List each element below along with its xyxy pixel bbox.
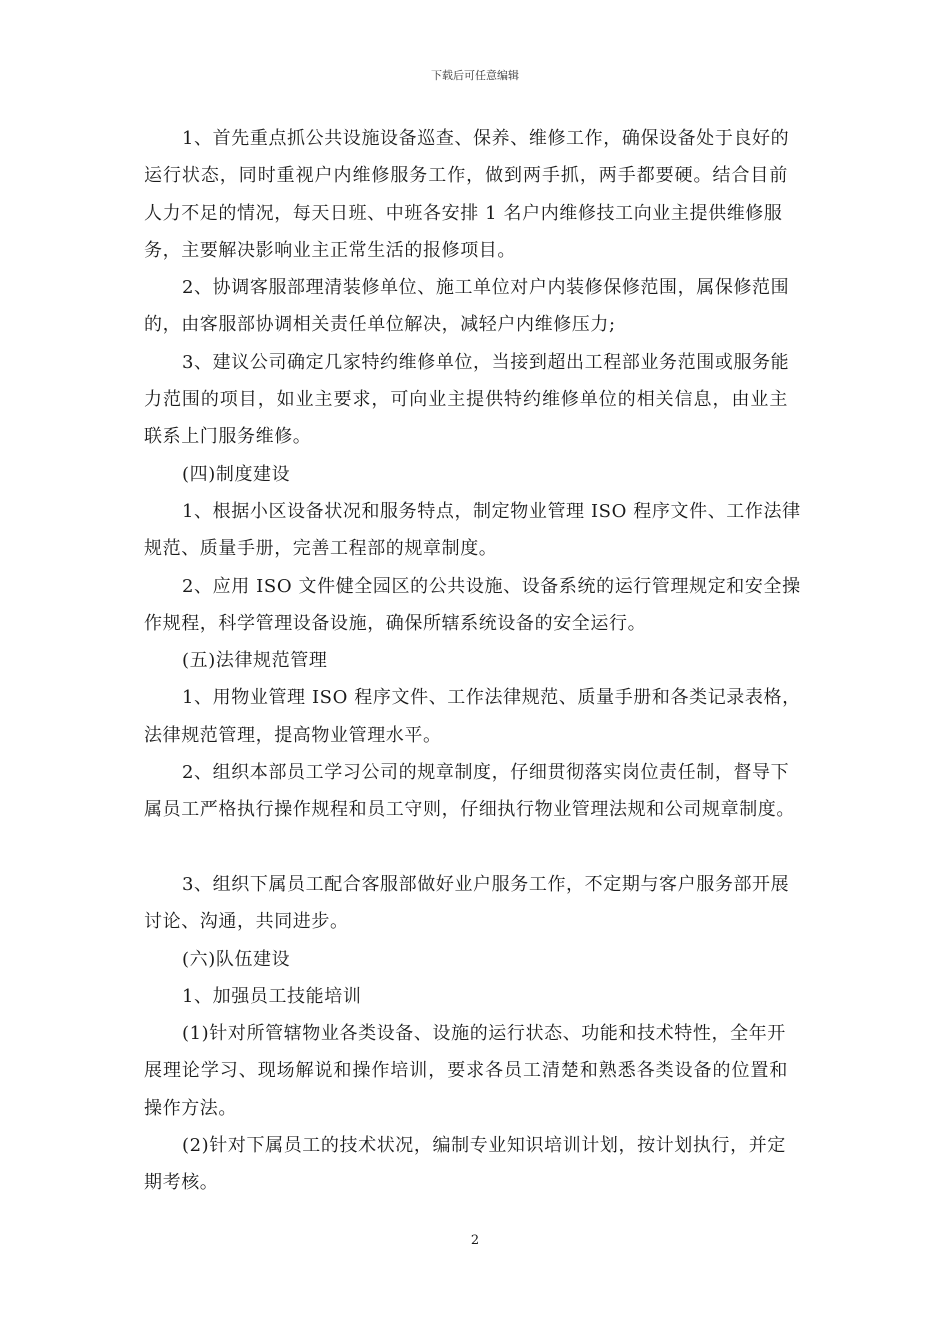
page-header: 下载后可任意编辑 — [431, 69, 519, 82]
section-heading: (六)队伍建设 — [182, 948, 291, 970]
paragraph-line: 法律规范管理，提高物业管理水平。 — [144, 724, 442, 746]
section-heading: (五)法律规范管理 — [182, 650, 328, 672]
paragraph-line: 务，主要解决影响业主正常生活的报修项目。 — [144, 239, 516, 261]
paragraph-line: 2、协调客服部理清装修单位、施工单位对户内装修保修范围，属保修范围 — [182, 277, 790, 299]
paragraph-line: 运行状态，同时重视户内维修服务工作，做到两手抓，两手都要硬。结合目前 — [144, 165, 789, 187]
paragraph-line: 操作方法。 — [144, 1097, 237, 1119]
paragraph-line: 人力不足的情况，每天日班、中班各安排 1 名户内维修技工向业主提供维修服 — [144, 202, 783, 224]
paragraph-line: 1、根据小区设备状况和服务特点，制定物业管理 ISO 程序文件、工作法律 — [182, 500, 801, 522]
paragraph-line: 2、应用 ISO 文件健全园区的公共设施、设备系统的运行管理规定和安全操 — [182, 575, 801, 597]
paragraph-line: 的，由客服部协调相关责任单位解决，减轻户内维修压力; — [144, 314, 616, 336]
page-number: 2 — [470, 1233, 480, 1248]
paragraph-line: 3、建议公司确定几家特约维修单位，当接到超出工程部业务范围或服务能 — [182, 351, 790, 373]
paragraph-line: (2)针对下属员工的技术状况，编制专业知识培训计划，按计划执行，并定 — [182, 1135, 786, 1157]
section-heading: (四)制度建设 — [182, 463, 291, 485]
document-body — [144, 120, 812, 1202]
paragraph-line: 讨论、沟通，共同进步。 — [144, 911, 349, 933]
paragraph-line: 力范围的项目，如业主要求，可向业主提供特约维修单位的相关信息，由业主 — [144, 389, 789, 411]
paragraph-line: 1、用物业管理 ISO 程序文件、工作法律规范、质量手册和各类记录表格， — [182, 687, 801, 709]
paragraph-line: 展理论学习、现场解说和操作培训，要求各员工清楚和熟悉各类设备的位置和 — [144, 1060, 789, 1082]
paragraph-line: 作规程，科学管理设备设施，确保所辖系统设备的安全运行。 — [144, 612, 647, 634]
blank-line — [144, 829, 812, 866]
paragraph-line: 2、组织本部员工学习公司的规章制度，仔细贯彻落实岗位责任制，督导下 — [182, 762, 790, 784]
paragraph-line: (1)针对所管辖物业各类设备、设施的运行状态、功能和技术特性，全年开 — [182, 1023, 786, 1045]
paragraph-line: 3、组织下属员工配合客服部做好业户服务工作，不定期与客户服务部开展 — [182, 873, 790, 895]
subsection-heading: 1、加强员工技能培训 — [182, 985, 362, 1007]
paragraph-line: 期考核。 — [144, 1172, 219, 1194]
paragraph-line: 规范、质量手册，完善工程部的规章制度。 — [144, 538, 498, 560]
paragraph-line: 1、首先重点抓公共设施设备巡查、保养、维修工作，确保设备处于良好的 — [182, 128, 790, 149]
paragraph-line: 联系上门服务维修。 — [144, 426, 312, 448]
paragraph-line: 属员工严格执行操作规程和员工守则，仔细执行物业管理法规和公司规章制度。 — [144, 799, 795, 821]
